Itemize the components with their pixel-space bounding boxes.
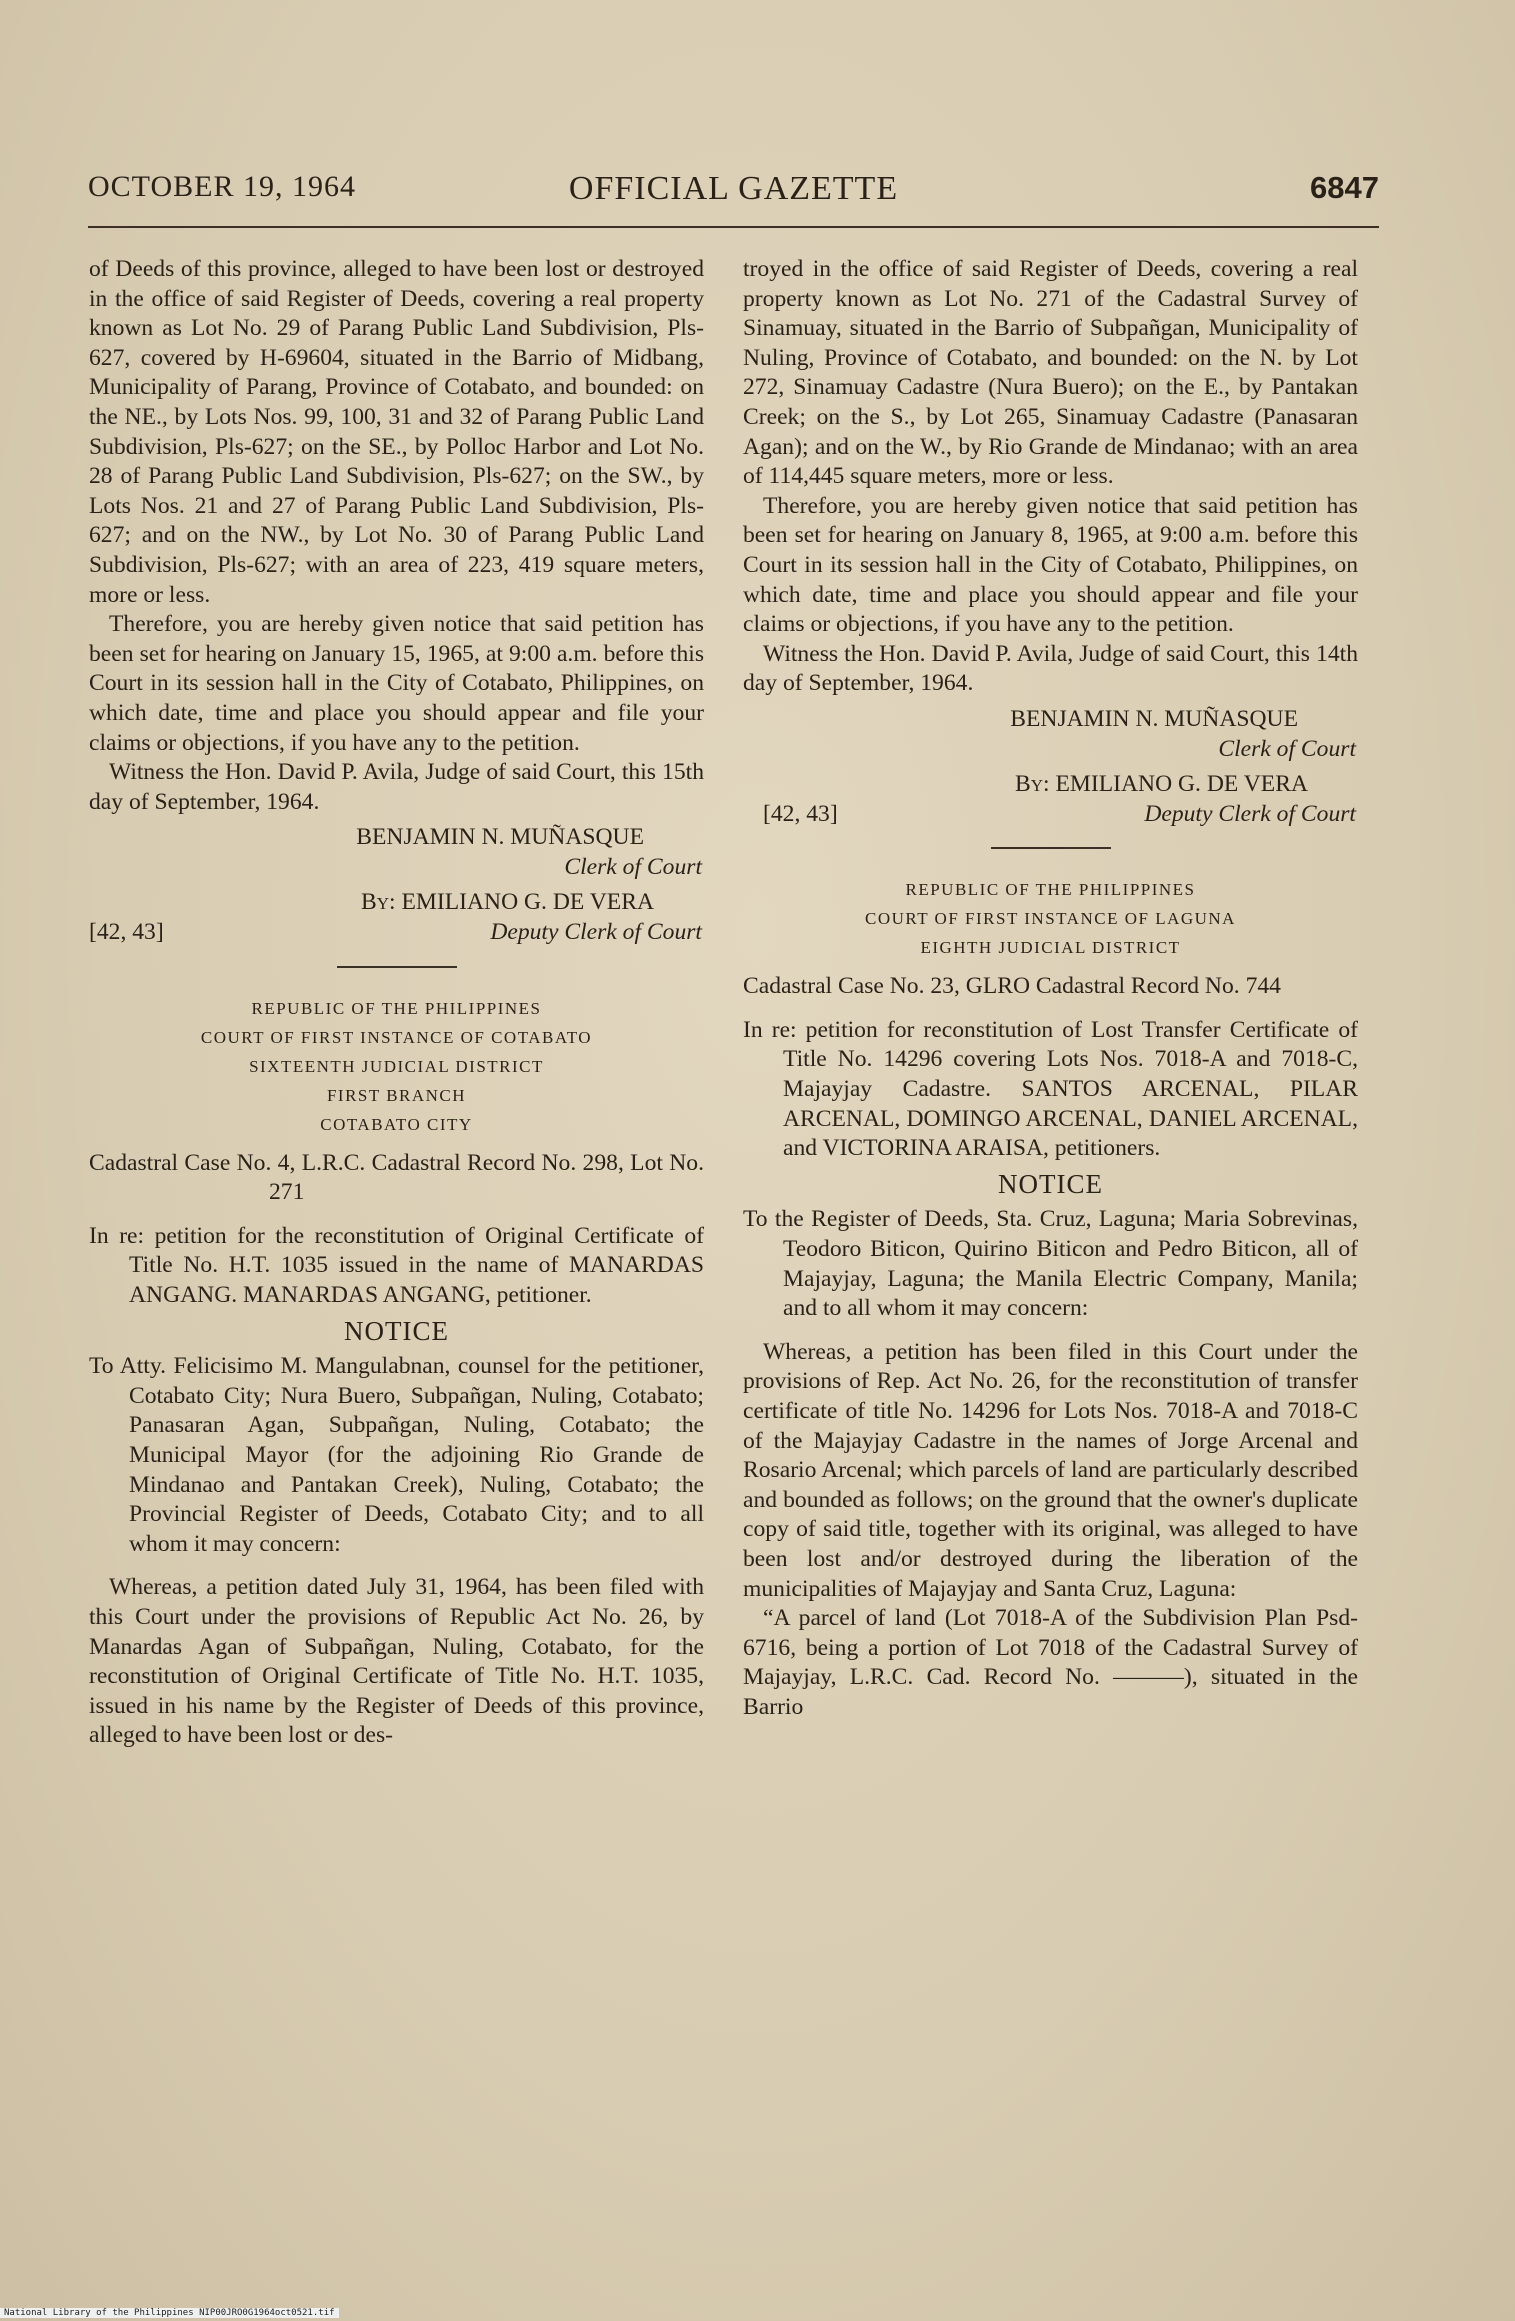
right-clerk-name: BENJAMIN N. MUÑASQUE xyxy=(1010,705,1298,732)
left-clerk-title: Clerk of Court xyxy=(564,853,702,880)
header-title: OFFICIAL GAZETTE xyxy=(568,170,899,207)
left-case-number: Cadastral Case No. 4, L.R.C. Cadastral Record No. 298, Lot No. 271 xyxy=(89,1149,704,1206)
right-notice-heading: NOTICE xyxy=(998,1168,1103,1199)
left-addressees: To Atty. Felicisimo M. Mangulabnan, counsel for the petitioner, Cotabato City; Nura Buero, Subpañgan, Nuling, Cotabato; Panasaran Agan, Subpañgan, Nuling, Cotabato; the Municipal Mayor (for the adjoining Rio Grande de Mindanao and Pantakan Creek), Nuling, Cotabato; the Provincial Register of Deeds, Cotabato City; and to all whom it may concern: xyxy=(89,1353,704,1557)
right-addressees: To the Register of Deeds, Sta. Cruz, Laguna; Maria Sobrevinas, Teodoro Biticon, Quirino Biticon and Pedro Biticon, all of Majayjay, Laguna; the Manila Electric Company, Manila; and to all whom it may concern: xyxy=(743,1206,1358,1322)
right-clerk-title: Clerk of Court xyxy=(1218,735,1356,762)
right-case-number: Cadastral Case No. 23, GLRO Cadastral Record No. 744 xyxy=(743,973,1281,1000)
left-court-h1: REPUBLIC OF THE PHILIPPINES xyxy=(251,998,542,1018)
right-by-line: By: EMILIANO G. DE VERA xyxy=(1015,771,1308,798)
header-date: OCTOBER 19, 1964 xyxy=(88,170,356,203)
page-header xyxy=(88,170,1379,218)
left-paragraph-3: Witness the Hon. David P. Avila, Judge of said Court, this 15th day of September, 1964. xyxy=(89,759,704,815)
left-notice-heading: NOTICE xyxy=(344,1315,449,1346)
right-ref-number: [42, 43] xyxy=(763,800,838,827)
left-ref-number: [42, 43] xyxy=(89,919,164,946)
left-deputy-row xyxy=(89,918,704,948)
right-in-re: In re: petition for reconstitution of Lost Transfer Certificate of Title No. 14296 covering Lots Nos. 7018-A and 7018-C, Majayjay Cadastre. SANTOS ARCENAL, PILAR ARCENAL, DOMINGO ARCENAL, DANIEL ARCENAL, and VICTORINA ARAISA, petitioners. xyxy=(743,1016,1358,1162)
header-page-number: 6847 xyxy=(1310,170,1379,205)
left-by-line: By: EMILIANO G. DE VERA xyxy=(361,889,654,916)
left-paragraph-1: of Deeds of this province, alleged to have been lost or destroyed in the office of said Register of Deeds, covering a real property known as Lot No. 29 of Parang Public Land Subdivision, Pls-627, covered by H-69604, situated in the Barrio of Midbang, Municipality of Parang, Province of Cotabato, and bounded: on the NE., by Lots Nos. 99, 100, 31 and 32 of Parang Public Land Subdivision, Pls-627; on the SE., by Polloc Harbor and Lot No. 28 of Parang Public Land Subdivision, Pls-627; on the SW., by Lots Nos. 21 and 27 of Parang Public Land Subdivision, Pls-627; and on the NW., by Lot No. 30 of Parang Public Land Subdivision, Pls-627; with an area of 223, 419 square meters, more or less. xyxy=(89,256,704,608)
right-deputy-row xyxy=(743,800,1358,830)
right-paragraph-4: Whereas, a petition has been filed in this Court under the provisions of Rep. Act No. 26, for the reconstitution of transfer certificate of title No. 14296 for Lots Nos. 7018-A and 7018-C of the Majayjay Cadastre in the names of Jorge Arcenal and Rosario Arcenal; which parcels of land are particularly described and bounded as follows; on the ground that the owner's duplicate copy of said title, together with its original, was alleged to have been lost and/or destroyed during the liberation of the municipalities of Majayjay and Santa Cruz, Laguna: xyxy=(743,1338,1358,1602)
left-clerk-name: BENJAMIN N. MUÑASQUE xyxy=(356,824,644,851)
right-column xyxy=(743,255,1358,1723)
left-court-h5: COTABATO CITY xyxy=(320,1114,473,1134)
right-divider xyxy=(991,847,1111,849)
left-deputy-title: Deputy Clerk of Court xyxy=(490,919,702,946)
header-rule xyxy=(88,226,1379,228)
left-paragraph-4: Whereas, a petition dated July 31, 1964, has been filed with this Court under the provisions of Republic Act No. 26, by Manardas Agan of Subpañgan, Nuling, Cotabato, for the reconstitution of Original Certificate of Title No. H.T. 1035, issued in his name by the Register of Deeds of this province, alleged to have been lost or des- xyxy=(89,1574,704,1749)
left-court-h3: SIXTEENTH JUDICIAL DISTRICT xyxy=(249,1056,544,1076)
right-paragraph-3: Witness the Hon. David P. Avila, Judge of said Court, this 14th day of September, 1964. xyxy=(743,640,1358,697)
right-court-h2: COURT OF FIRST INSTANCE OF LAGUNA xyxy=(865,909,1236,929)
right-paragraph-2: Therefore, you are hereby given notice that said petition has been set for hearing on January 8, 1965, at 9:00 a.m. before this Court in its session hall in the City of Cotabato, Philippines, on which date, time and place you should appear and file your claims or objections, if you have any to the petition. xyxy=(743,492,1358,638)
left-paragraph-2: Therefore, you are hereby given notice that said petition has been set for hearing on January 15, 1965, at 9:00 a.m. before this Court in its session hall in the City of Cotabato, Philippines, on which date, time and place you should appear and file your claims or objections, if you have any to the petition. xyxy=(89,611,704,756)
left-column xyxy=(89,255,704,1751)
right-paragraph-1: troyed in the office of said Register of Deeds, covering a real property known as Lot No. 271 of the Cadastral Survey of Sinamuay, situated in the Barrio of Subpañgan, Municipality of Nuling, Province of Cotabato, and bounded: on the N. by Lot 272, Sinamuay Cadastre (Nura Buero); on the E., by Pantakan Creek; on the S., by Lot 265, Sinamuay Cadastre (Panasaran Agan); and on the W., by Rio Grande de Mindanao; with an area of 114,445 square meters, more or less. xyxy=(743,256,1358,490)
right-court-h1: REPUBLIC OF THE PHILIPPINES xyxy=(905,880,1196,900)
left-court-h2: COURT OF FIRST INSTANCE OF COTABATO xyxy=(200,1027,593,1047)
left-court-h4: FIRST BRANCH xyxy=(326,1085,467,1105)
right-deputy-title: Deputy Clerk of Court xyxy=(1144,800,1356,827)
left-in-re: In re: petition for the reconstitution of Original Certificate of Title No. H.T. 1035 issued in the name of MANARDAS ANGANG. MANARDAS ANGANG, petitioner. xyxy=(89,1222,704,1309)
scan-footer: National Library of the Philippines NIP00JRO0G1964oct0521.tif xyxy=(0,2308,339,2318)
right-court-h3: EIGHTH JUDICIAL DISTRICT xyxy=(920,938,1181,958)
left-divider xyxy=(337,966,457,968)
right-paragraph-5: “A parcel of land (Lot 7018-A of the Subdivision Plan Psd-6716, being a portion of Lot 7018 of the Cadastral Survey of Majayjay, L.R.C. Cad. Record No. ———), situated in the Barrio xyxy=(743,1605,1358,1720)
